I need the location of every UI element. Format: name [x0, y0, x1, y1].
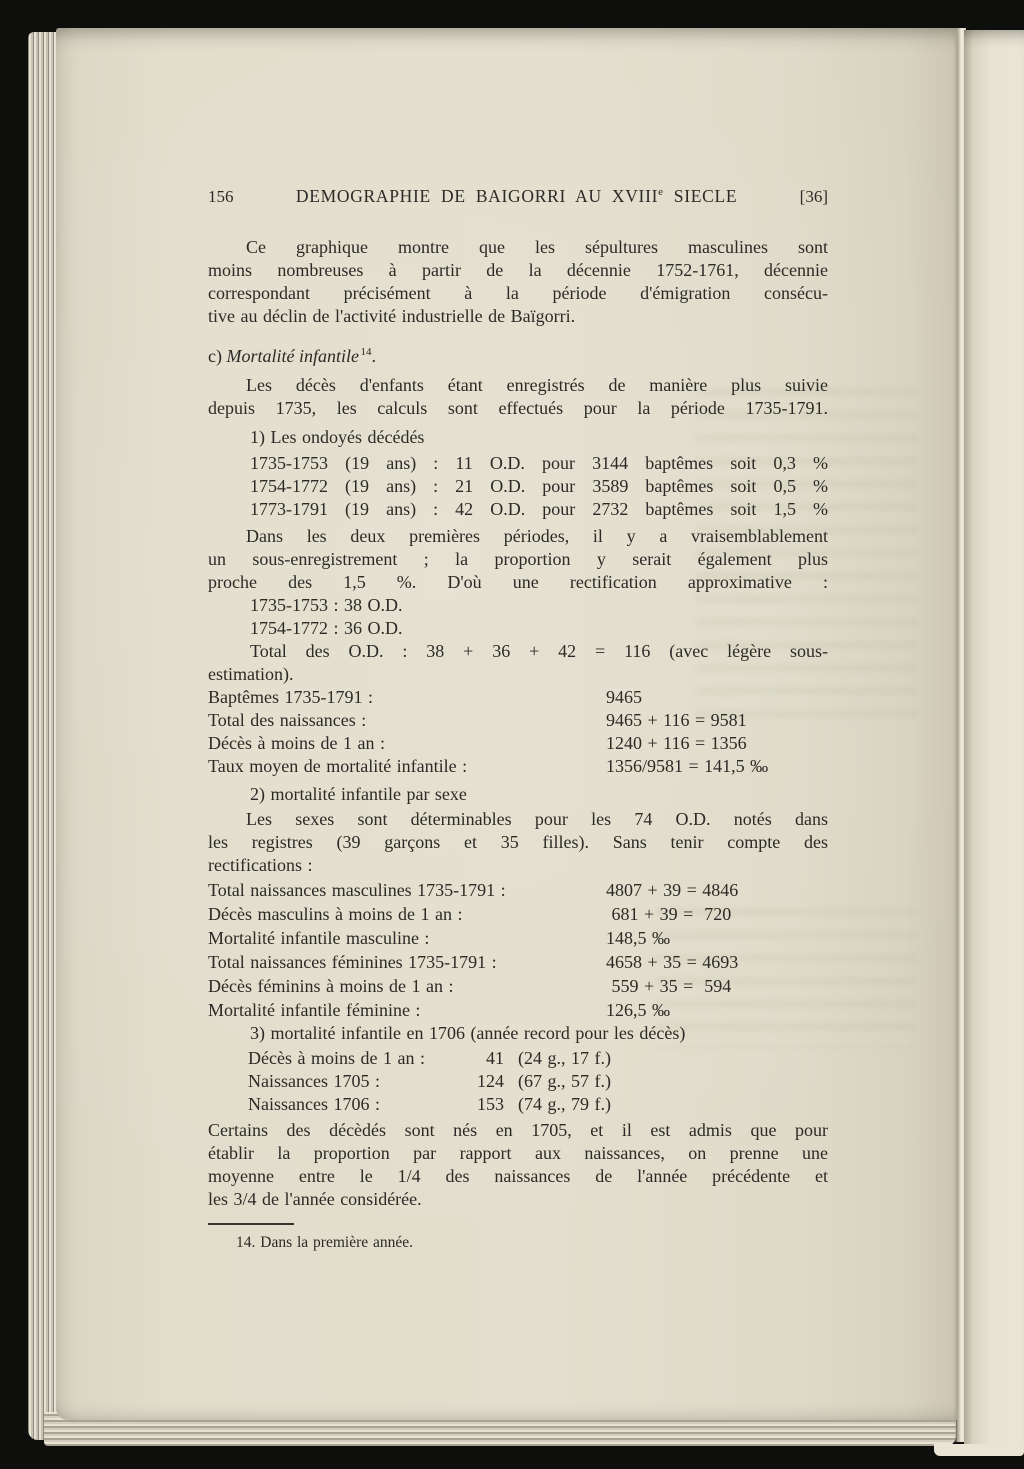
running-title — [296, 186, 737, 207]
row-value: 681 + 39 = 720 — [606, 904, 732, 924]
row-value: 9465 — [606, 687, 642, 707]
text-line: établir la proportion par rapport aux naissances, on prenne une — [208, 1143, 828, 1163]
text-line: proche des 1,5 %. D'où une rectification approximative : — [208, 572, 828, 592]
text-line: Les sexes sont déterminables pour les 74 O.D. notés dans — [246, 809, 828, 829]
table-row — [208, 1047, 828, 1070]
text-line: 1754-1772 (19 ans) : 21 O.D. pour 3589 baptêmes soit 0,5 % — [250, 476, 828, 496]
text-line: les registres (39 garçons et 35 filles). Sans tenir compte des — [208, 832, 828, 852]
table-row — [208, 1093, 828, 1116]
row-label: Mortalité infantile masculine : — [208, 928, 430, 948]
row-label: Mortalité infantile féminine : — [208, 1000, 421, 1020]
footnote-rule — [208, 1223, 294, 1225]
text-column — [208, 28, 828, 1253]
footnote-text: 14. Dans la première année. — [236, 1234, 414, 1251]
text-line: les 3/4 de l'année considérée. — [208, 1189, 422, 1209]
text-line: moins nombreuses à partir de la décennie 1752-1761, décennie — [208, 260, 828, 280]
facing-page-sliver — [964, 30, 1024, 1444]
text-line: un sous-enregistrement ; la proportion y serait également plus — [208, 549, 828, 569]
row-label: Décès féminins à moins de 1 an : — [208, 976, 454, 996]
ondoyes-list — [208, 452, 828, 521]
table-row — [208, 732, 828, 755]
row-label: Total des naissances : — [208, 710, 367, 730]
row-value: 1240 + 116 = 1356 — [606, 733, 747, 753]
sex-mortality-table — [208, 878, 828, 1022]
row-label: Décès à moins de 1 an : — [248, 1048, 425, 1068]
row-label: Décès à moins de 1 an : — [208, 733, 385, 753]
book-page — [56, 28, 960, 1420]
text-line: estimation). — [208, 664, 294, 684]
summary-table — [208, 686, 828, 778]
rectification-list — [208, 594, 828, 640]
row-label: Naissances 1705 : — [248, 1071, 380, 1091]
text-line: correspondant précisément à la période d'émigration consécu- — [208, 283, 828, 303]
table-row — [208, 950, 828, 974]
section-c-title: Mortalité infantile — [226, 346, 359, 366]
sexes-paragraph — [208, 808, 828, 877]
footnote-reference: 14 — [360, 346, 372, 358]
row-detail: (67 g., 57 f.) — [518, 1071, 611, 1091]
row-label: Décès masculins à moins de 1 an : — [208, 904, 463, 924]
row-label: Total naissances féminines 1735-1791 : — [208, 952, 497, 972]
item1-heading: 1) Les ondoyés décédés — [250, 427, 425, 447]
row-number: 153 — [477, 1094, 504, 1114]
records-paragraph — [208, 374, 828, 420]
table-row — [208, 1070, 828, 1093]
running-title-main: DEMOGRAPHIE DE BAIGORRI AU XVIII — [295, 186, 659, 206]
row-label: Baptêmes 1735-1791 : — [208, 687, 373, 707]
text-line: Certains des décèdés sont nés en 1705, et il est admis que pour — [208, 1120, 828, 1140]
text-line: Ce graphique montre que les sépultures masculines sont — [246, 237, 828, 257]
row-value: 559 + 35 = 594 — [606, 976, 732, 996]
issue-reference: [36] — [799, 187, 828, 206]
running-header — [208, 186, 828, 210]
note-paragraph — [208, 1119, 828, 1211]
text-line: moyenne entre le 1/4 des naissances de l'année précédente et — [208, 1166, 828, 1186]
table-row — [208, 974, 828, 998]
total-od-paragraph — [208, 640, 828, 686]
text-line: rectifications : — [208, 855, 313, 875]
table-row — [208, 878, 828, 902]
text-line: Les décès d'enfants étant enregistrés de manière plus suivie — [246, 375, 828, 395]
text-line: tive au déclin de l'activité industrielle de Baïgorri. — [208, 306, 576, 326]
section-c-period: . — [371, 346, 376, 366]
section-c-label: c) — [208, 346, 227, 366]
row-label: Total naissances masculines 1735-1791 : — [208, 880, 506, 900]
running-title-rest: SIECLE — [663, 186, 738, 206]
row-number: 41 — [486, 1048, 504, 1068]
item3-heading: 3) mortalité infantile en 1706 (année record pour les décès) — [250, 1023, 686, 1043]
row-label: Naissances 1706 : — [248, 1094, 380, 1114]
row-value: 148,5 ‰ — [606, 928, 670, 948]
row-detail: (74 g., 79 f.) — [518, 1094, 611, 1114]
table-row — [208, 755, 828, 778]
row-value: 9465 + 116 = 9581 — [606, 710, 747, 730]
text-line: 1773-1791 (19 ans) : 42 O.D. pour 2732 baptêmes soit 1,5 % — [250, 499, 828, 519]
text-line: Total des O.D. : 38 + 36 + 42 = 116 (avec légère sous- — [250, 641, 828, 661]
text-line: Dans les deux premières périodes, il y a vraisemblablement — [246, 526, 828, 546]
table-row — [208, 709, 828, 732]
table-row — [208, 902, 828, 926]
facing-page-bottom-edge — [934, 1444, 1024, 1456]
page-number: 156 — [208, 187, 234, 206]
year-1706-table — [208, 1047, 828, 1116]
row-detail: (24 g., 17 f.) — [518, 1048, 611, 1068]
row-value: 4658 + 35 = 4693 — [606, 952, 739, 972]
table-row — [208, 998, 828, 1022]
section-c-heading — [208, 344, 828, 368]
text-line: depuis 1735, les calculs sont effectués pour la période 1735-1791. — [208, 398, 828, 418]
intro-paragraph — [208, 236, 828, 328]
row-label: Taux moyen de mortalité infantile : — [208, 756, 468, 776]
text-line: 1735-1753 : 38 O.D. — [250, 595, 403, 615]
row-number: 124 — [477, 1071, 504, 1091]
row-value: 126,5 ‰ — [606, 1000, 670, 1020]
table-row — [208, 686, 828, 709]
running-title-superscript: e — [658, 186, 664, 199]
text-line: 1754-1772 : 36 O.D. — [250, 618, 403, 638]
table-row — [208, 926, 828, 950]
row-value: 4807 + 39 = 4846 — [606, 880, 739, 900]
underregistration-paragraph — [208, 525, 828, 594]
text-line: 1735-1753 (19 ans) : 11 O.D. pour 3144 baptêmes soit 0,3 % — [250, 453, 828, 473]
row-value: 1356/9581 = 141,5 ‰ — [606, 756, 769, 776]
item2-heading: 2) mortalité infantile par sexe — [250, 784, 467, 804]
